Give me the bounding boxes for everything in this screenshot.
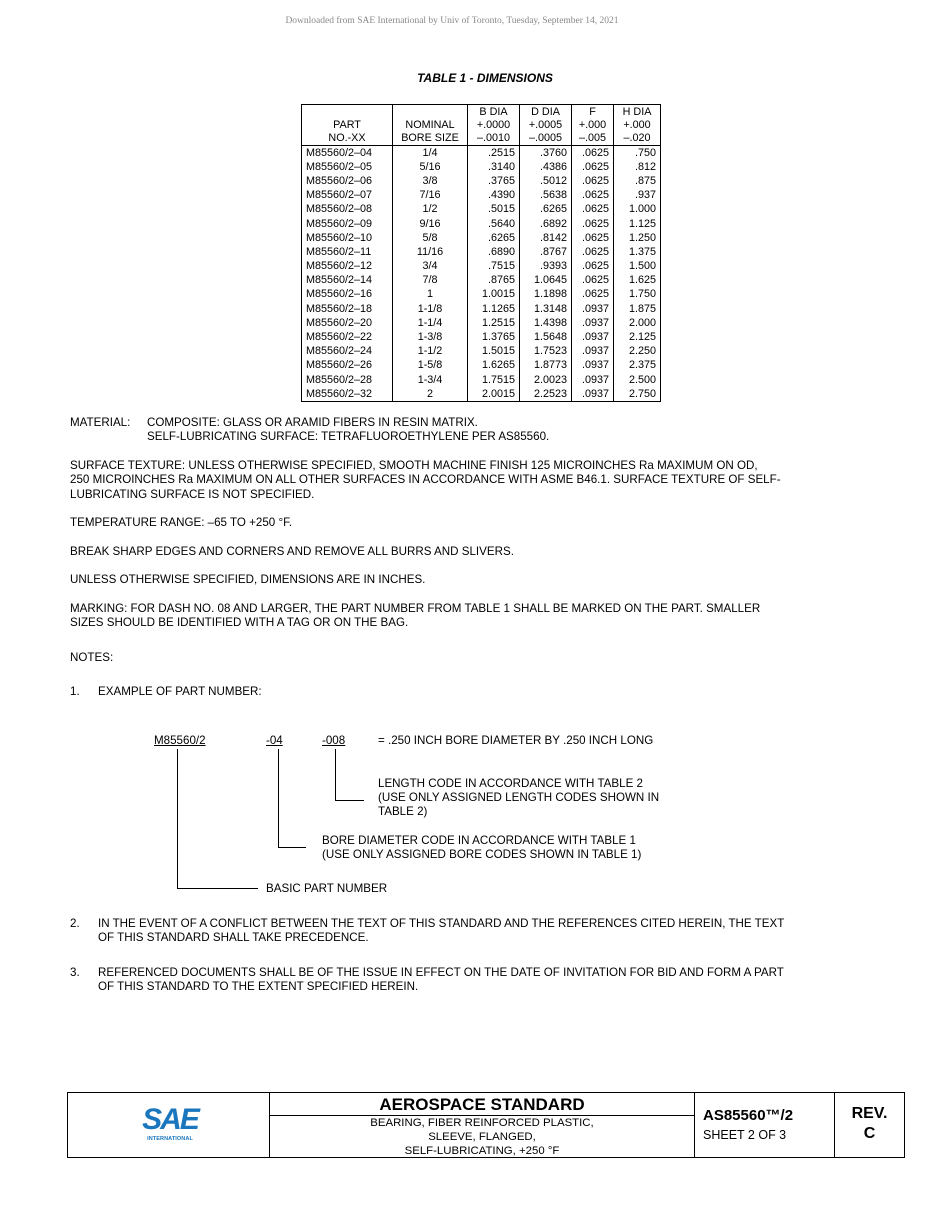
cell-b-dia: 1.6265 — [468, 359, 520, 373]
cell-f: .0937 — [572, 373, 614, 387]
cell-b-dia: 1.7515 — [468, 373, 520, 387]
document-number: AS85560™/2 — [703, 1107, 794, 1124]
cell-nominal-bore: 1 — [393, 288, 468, 302]
cell-f: .0625 — [572, 203, 614, 217]
cell-nominal-bore: 1-1/4 — [393, 316, 468, 330]
table-header-row — [302, 105, 661, 146]
sae-logo-subtext: INTERNATIONAL — [147, 1136, 193, 1142]
cell-part-no: M85560/2–14 — [302, 274, 393, 288]
cell-f: .0625 — [572, 260, 614, 274]
cell-part-no: M85560/2–28 — [302, 373, 393, 387]
cell-f: .0937 — [572, 330, 614, 344]
download-watermark: Downloaded from SAE International by Univ of Toronto, Tuesday, September 14, 2021 — [285, 16, 619, 26]
note-1-number: 1. — [70, 685, 80, 698]
cell-f: .0625 — [572, 231, 614, 245]
header-nominal-bore: NOMINAL BORE SIZE — [393, 105, 468, 146]
table-row — [302, 146, 661, 161]
header-b-dia: B DIA +.0000 –.0010 — [468, 105, 520, 146]
cell-f: .0625 — [572, 274, 614, 288]
cell-b-dia: .4390 — [468, 189, 520, 203]
cell-b-dia: 2.0015 — [468, 387, 520, 402]
cell-f: .0937 — [572, 302, 614, 316]
table-row — [302, 274, 661, 288]
note-3-text: REFERENCED DOCUMENTS SHALL BE OF THE ISSUE IN EFFECT ON THE DATE OF INVITATION FOR BID AND FORM A PART OF THIS STANDARD TO THE EXTENT SPECIFIED HEREIN. — [98, 966, 784, 994]
cell-part-no: M85560/2–11 — [302, 245, 393, 259]
cell-h-dia: 1.750 — [614, 288, 661, 302]
cell-part-no: M85560/2–07 — [302, 189, 393, 203]
cell-f: .0625 — [572, 146, 614, 161]
header-d-dia: D DIA +.0005 –.0005 — [520, 105, 572, 146]
sae-logo — [138, 1105, 202, 1142]
cell-h-dia: 1.375 — [614, 245, 661, 259]
cell-h-dia: 1.125 — [614, 217, 661, 231]
dimensions-inches-note: UNLESS OTHERWISE SPECIFIED, DIMENSIONS ARE IN INCHES. — [70, 573, 426, 586]
basic-leader-vertical — [177, 749, 178, 889]
cell-f: .0937 — [572, 345, 614, 359]
revision-cell — [835, 1093, 904, 1157]
table-row — [302, 302, 661, 316]
cell-d-dia: 1.3148 — [520, 302, 572, 316]
cell-d-dia: 1.5648 — [520, 330, 572, 344]
table-row — [302, 288, 661, 302]
cell-h-dia: 1.000 — [614, 203, 661, 217]
cell-nominal-bore: 5/16 — [393, 160, 468, 174]
break-edges-note: BREAK SHARP EDGES AND CORNERS AND REMOVE ALL BURRS AND SLIVERS. — [70, 545, 514, 558]
table-body — [302, 146, 661, 402]
cell-part-no: M85560/2–10 — [302, 231, 393, 245]
cell-h-dia: .750 — [614, 146, 661, 161]
cell-part-no: M85560/2–12 — [302, 260, 393, 274]
bore-code-callout: BORE DIAMETER CODE IN ACCORDANCE WITH TABLE 1 (USE ONLY ASSIGNED BORE CODES SHOWN IN TABLE 1) — [322, 834, 642, 861]
cell-b-dia: .7515 — [468, 260, 520, 274]
cell-b-dia: .3140 — [468, 160, 520, 174]
cell-nominal-bore: 1-1/8 — [393, 302, 468, 316]
cell-f: .0937 — [572, 387, 614, 402]
cell-h-dia: 1.875 — [614, 302, 661, 316]
cell-nominal-bore: 2 — [393, 387, 468, 402]
cell-part-no: M85560/2–24 — [302, 345, 393, 359]
table-row — [302, 316, 661, 330]
cell-h-dia: 1.625 — [614, 274, 661, 288]
cell-b-dia: .5640 — [468, 217, 520, 231]
marking-paragraph: MARKING: FOR DASH NO. 08 AND LARGER, THE PART NUMBER FROM TABLE 1 SHALL BE MARKED ON THE PART. SMALLER SIZES SHOULD BE IDENTIFIED WITH A TAG OR ON THE BAG. — [70, 602, 761, 630]
cell-b-dia: .6890 — [468, 245, 520, 259]
cell-h-dia: .812 — [614, 160, 661, 174]
cell-d-dia: 1.0645 — [520, 274, 572, 288]
table-row — [302, 189, 661, 203]
cell-b-dia: .2515 — [468, 146, 520, 161]
table-title: TABLE 1 - DIMENSIONS — [417, 71, 553, 85]
bore-leader-vertical — [278, 749, 279, 848]
note-2-number: 2. — [70, 917, 80, 930]
cell-f: .0625 — [572, 245, 614, 259]
cell-d-dia: .8142 — [520, 231, 572, 245]
length-leader-vertical — [335, 749, 336, 801]
cell-part-no: M85560/2–06 — [302, 174, 393, 188]
cell-b-dia: .3765 — [468, 174, 520, 188]
cell-nominal-bore: 1-3/4 — [393, 373, 468, 387]
cell-f: .0625 — [572, 160, 614, 174]
basic-leader-horizontal — [177, 888, 258, 889]
cell-b-dia: 1.3765 — [468, 330, 520, 344]
cell-b-dia: .8765 — [468, 274, 520, 288]
table-row — [302, 160, 661, 174]
cell-f: .0625 — [572, 217, 614, 231]
cell-nominal-bore: 1-1/2 — [393, 345, 468, 359]
cell-d-dia: .5638 — [520, 189, 572, 203]
length-leader-horizontal — [335, 800, 364, 801]
cell-d-dia: 1.8773 — [520, 359, 572, 373]
cell-b-dia: 1.2515 — [468, 316, 520, 330]
cell-d-dia: .6265 — [520, 203, 572, 217]
basic-part-number-callout: BASIC PART NUMBER — [266, 882, 388, 895]
cell-h-dia: 2.750 — [614, 387, 661, 402]
cell-d-dia: 2.2523 — [520, 387, 572, 402]
table-row — [302, 260, 661, 274]
cell-d-dia: 1.7523 — [520, 345, 572, 359]
notes-heading: NOTES: — [70, 651, 114, 664]
cell-h-dia: 2.000 — [614, 316, 661, 330]
cell-b-dia: .6265 — [468, 231, 520, 245]
part-length-code: -008 — [322, 734, 346, 747]
cell-part-no: M85560/2–18 — [302, 302, 393, 316]
cell-nominal-bore: 5/8 — [393, 231, 468, 245]
cell-part-no: M85560/2–08 — [302, 203, 393, 217]
cell-h-dia: .875 — [614, 174, 661, 188]
cell-nominal-bore: 1-5/8 — [393, 359, 468, 373]
cell-d-dia: .9393 — [520, 260, 572, 274]
standard-title: AEROSPACE STANDARD — [270, 1093, 694, 1116]
length-code-callout: LENGTH CODE IN ACCORDANCE WITH TABLE 2 (USE ONLY ASSIGNED LENGTH CODES SHOWN IN TABLE 2) — [378, 777, 660, 818]
table-row — [302, 345, 661, 359]
cell-d-dia: .8767 — [520, 245, 572, 259]
cell-d-dia: .4386 — [520, 160, 572, 174]
dimensions-table — [301, 104, 661, 402]
cell-nominal-bore: 9/16 — [393, 217, 468, 231]
cell-h-dia: 2.375 — [614, 359, 661, 373]
cell-part-no: M85560/2–05 — [302, 160, 393, 174]
cell-nominal-bore: 3/8 — [393, 174, 468, 188]
cell-f: .0937 — [572, 359, 614, 373]
standard-subtitle: BEARING, FIBER REINFORCED PLASTIC, SLEEVE, FLANGED, SELF-LUBRICATING, +250 °F — [370, 1117, 594, 1157]
document-number-cell — [695, 1093, 835, 1157]
cell-d-dia: .6892 — [520, 217, 572, 231]
cell-f: .0625 — [572, 288, 614, 302]
cell-nominal-bore: 1/4 — [393, 146, 468, 161]
header-h-dia: H DIA +.000 –.020 — [614, 105, 661, 146]
bore-leader-horizontal — [278, 847, 306, 848]
sae-logo-mark: SAE — [142, 1103, 198, 1136]
cell-d-dia: 1.4398 — [520, 316, 572, 330]
note-1-text: EXAMPLE OF PART NUMBER: — [98, 685, 262, 698]
part-example-meaning: = .250 INCH BORE DIAMETER BY .250 INCH LONG — [378, 734, 654, 747]
table-row — [302, 387, 661, 402]
cell-part-no: M85560/2–16 — [302, 288, 393, 302]
material-line-1: COMPOSITE: GLASS OR ARAMID FIBERS IN RESIN MATRIX. — [147, 416, 478, 429]
table-row — [302, 231, 661, 245]
cell-nominal-bore: 7/8 — [393, 274, 468, 288]
table-row — [302, 245, 661, 259]
cell-b-dia: 1.0015 — [468, 288, 520, 302]
temperature-range: TEMPERATURE RANGE: –65 TO +250 °F. — [70, 516, 293, 529]
cell-b-dia: 1.1265 — [468, 302, 520, 316]
cell-part-no: M85560/2–20 — [302, 316, 393, 330]
cell-nominal-bore: 1/2 — [393, 203, 468, 217]
part-base-code: M85560/2 — [154, 734, 206, 747]
cell-h-dia: 1.250 — [614, 231, 661, 245]
cell-b-dia: .5015 — [468, 203, 520, 217]
material-label: MATERIAL: — [70, 416, 131, 429]
cell-h-dia: 1.500 — [614, 260, 661, 274]
revision: REV. C — [851, 1105, 888, 1142]
cell-part-no: M85560/2–22 — [302, 330, 393, 344]
logo-cell — [68, 1093, 270, 1157]
table-row — [302, 373, 661, 387]
cell-b-dia: 1.5015 — [468, 345, 520, 359]
cell-h-dia: 2.500 — [614, 373, 661, 387]
header-f: F +.000 –.005 — [572, 105, 614, 146]
cell-d-dia: 2.0023 — [520, 373, 572, 387]
cell-d-dia: 1.1898 — [520, 288, 572, 302]
cell-nominal-bore: 11/16 — [393, 245, 468, 259]
cell-h-dia: 2.250 — [614, 345, 661, 359]
cell-f: .0625 — [572, 174, 614, 188]
part-dash-code: -04 — [266, 734, 283, 747]
note-2-text: IN THE EVENT OF A CONFLICT BETWEEN THE TEXT OF THIS STANDARD AND THE REFERENCES CITED HEREIN, THE TEXT OF THIS STANDARD SHALL TAKE PRECEDENCE. — [98, 917, 785, 945]
table-row — [302, 359, 661, 373]
cell-part-no: M85560/2–26 — [302, 359, 393, 373]
cell-part-no: M85560/2–04 — [302, 146, 393, 161]
note-3-number: 3. — [70, 966, 80, 979]
table-row — [302, 174, 661, 188]
cell-f: .0625 — [572, 189, 614, 203]
header-part: PART NO.-XX — [302, 105, 393, 146]
material-line-2: SELF-LUBRICATING SURFACE: TETRAFLUOROETHYLENE PER AS85560. — [147, 430, 550, 443]
cell-nominal-bore: 7/16 — [393, 189, 468, 203]
cell-nominal-bore: 1-3/8 — [393, 330, 468, 344]
table-row — [302, 330, 661, 344]
cell-d-dia: .3760 — [520, 146, 572, 161]
cell-part-no: M85560/2–32 — [302, 387, 393, 402]
standard-title-cell — [270, 1093, 695, 1157]
surface-texture-paragraph: SURFACE TEXTURE: UNLESS OTHERWISE SPECIFIED, SMOOTH MACHINE FINISH 125 MICROINCHES Ra MAXIMUM ON OD, 250 MICROINCHES Ra MAXIMUM ON ALL OTHER SURFACES IN ACCORDANCE WITH ASME B46.1. SURFACE TEXTURE OF SELF- LUBRICATING SURFACE IS NOT SPECIFIED. — [70, 459, 781, 501]
table-row — [302, 217, 661, 231]
cell-h-dia: .937 — [614, 189, 661, 203]
title-block — [67, 1092, 905, 1158]
cell-part-no: M85560/2–09 — [302, 217, 393, 231]
cell-f: .0937 — [572, 316, 614, 330]
table-row — [302, 203, 661, 217]
cell-d-dia: .5012 — [520, 174, 572, 188]
cell-h-dia: 2.125 — [614, 330, 661, 344]
sheet-number: SHEET 2 OF 3 — [703, 1128, 787, 1142]
cell-nominal-bore: 3/4 — [393, 260, 468, 274]
